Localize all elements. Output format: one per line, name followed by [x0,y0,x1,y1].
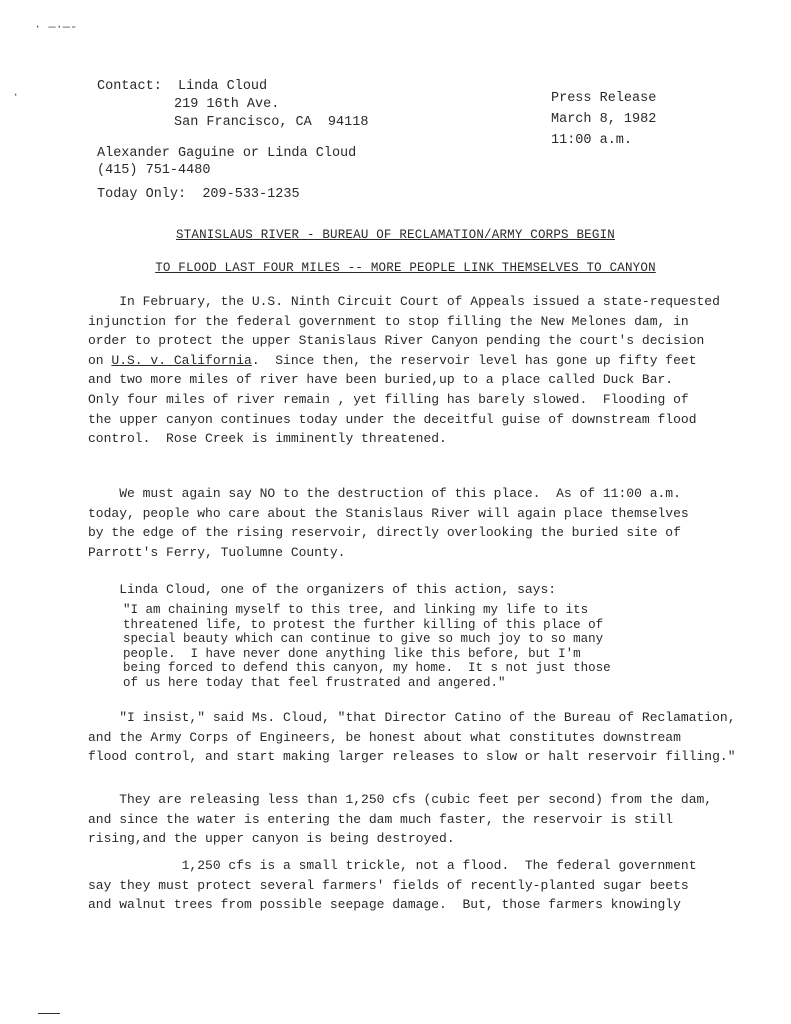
paragraph-3 [88,580,748,600]
paragraph-6 [88,856,748,915]
quote-block [123,603,683,691]
contact-name: Linda Cloud [178,79,268,94]
paragraph-5 [88,790,748,849]
text-line: order to protect the upper Stanislaus River Canyon pending the court's decision [88,333,705,349]
text-line: flood control, and start making larger releases to slow or halt reservoir filling." [88,749,736,765]
text-line [88,351,748,371]
today-only-label: Today Only: [97,187,187,202]
text-line: and since the water is entering the dam much faster, the reservoir is still [88,811,674,827]
scan-artifact-line [38,1013,60,1014]
text-line: 1,250 cfs is a small trickle, not a flood. The federal government [88,858,697,873]
quote-line: of us here today that feel frustrated and angered." [123,675,506,690]
text-line: and the Army Corps of Engineers, be honest about what constitutes downstream [88,729,681,745]
press-info [551,88,656,151]
quote-line: people. I have never done anything like this before, but I'm [123,646,581,661]
text-line: Only four miles of river remain , yet filling has barely slowed. Flooding of [88,391,689,407]
press-date: March 8, 1982 [551,112,657,127]
text-fragment: . Since then, the reservoir level has gone up fifty feet [251,352,697,368]
quote-line: "I am chaining myself to this tree, and linking my life to its [123,603,589,617]
text-line: injunction for the federal government to stop filling the New Melones dam, in [88,313,689,329]
headline-line-1: STANISLAUS RIVER - BUREAU OF RECLAMATION/ARMY CORPS BEGIN [176,228,615,242]
paragraph-4 [88,708,768,767]
contact-block [97,78,368,132]
today-only [97,187,300,202]
contact-street: 219 16th Ave. [174,97,280,112]
text-line: and two more miles of river have been buried,up to a place called Duck Bar. [88,372,674,388]
contact-city: San Francisco, CA 94118 [174,115,369,130]
text-line: We must again say NO to the destruction of this place. As of 11:00 a.m. [88,486,681,501]
quote-line: special beauty which can continue to give so much joy to so many [123,632,604,647]
paragraph-1 [88,292,748,449]
scan-mark: · —·—- [34,20,78,34]
alt-contact-phone: (415) 751-4480 [97,163,211,178]
alt-contact-names: Alexander Gaguine or Linda Cloud [97,146,357,161]
text-line: rising,and the upper canyon is being destroyed. [88,831,455,847]
text-line: They are releasing less than 1,250 cfs (cubic feet per second) from the dam, [88,792,713,807]
today-only-phone: 209-533-1235 [202,187,300,202]
text-line: "I insist," said Ms. Cloud, "that Director Catino of the Bureau of Reclamation, [88,710,736,725]
headline-line-2: TO FLOOD LAST FOUR MILES -- MORE PEOPLE LINK THEMSELVES TO CANYON [155,261,656,275]
press-type: Press Release [551,91,657,106]
text-line: the upper canyon continues today under the deceitful guise of downstream flood [88,411,697,427]
paragraph-2 [88,484,748,562]
text-line: and walnut trees from possible seepage damage. But, those farmers knowingly [88,897,681,913]
quote-line: threatened life, to protest the further killing of this place of [123,617,604,632]
text-line: Linda Cloud, one of the organizers of this action, says: [88,582,557,597]
case-name: U.S. v. California [111,352,252,368]
text-line: In February, the U.S. Ninth Circuit Court of Appeals issued a state-requested [88,294,720,309]
text-line: say they must protect several farmers' fields of recently-planted sugar beets [88,877,689,893]
press-time: 11:00 a.m. [551,133,633,148]
contact-label: Contact: [97,79,162,94]
stray-dot: · [12,88,20,102]
text-line: by the edge of the rising reservoir, directly overlooking the buried site of [88,525,681,541]
text-line: Parrott's Ferry, Tuolumne County. [88,544,346,560]
quote-line: being forced to defend this canyon, my home. It s not just those [123,661,611,676]
text-fragment: on [88,352,112,368]
alt-contact [97,145,356,179]
text-line: today, people who care about the Stanislaus River will again place themselves [88,505,689,521]
text-line: control. Rose Creek is imminently threatened. [88,431,447,447]
